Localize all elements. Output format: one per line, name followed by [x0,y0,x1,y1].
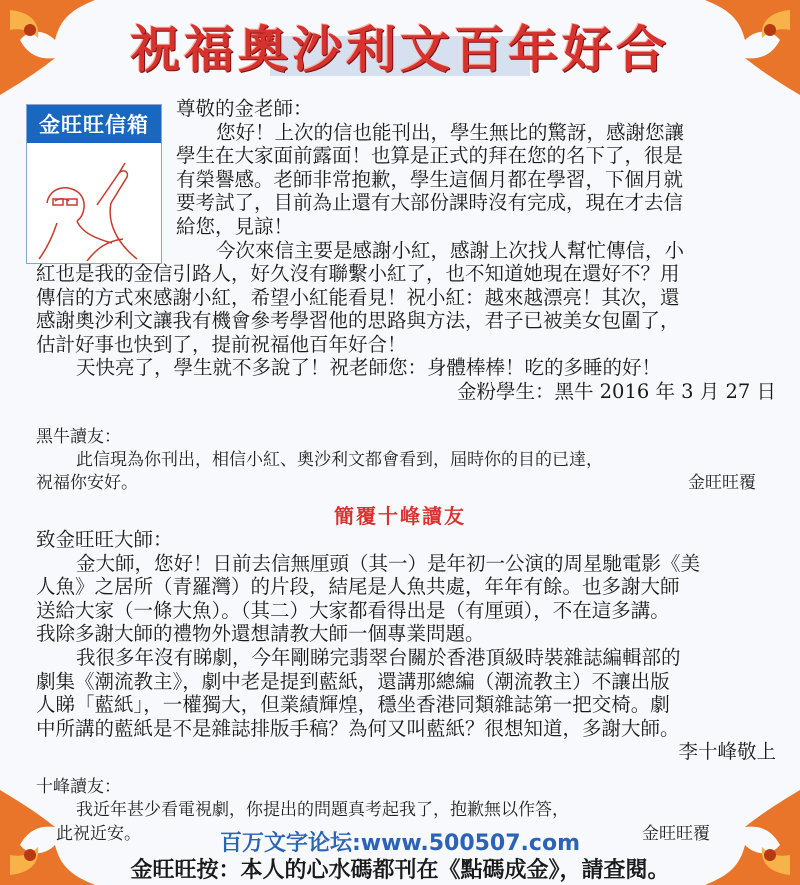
letter1-p2-line: 估計好事也快到了，提前祝福他百年好合！ [36,332,407,356]
letter2-p2-line: 我很多年沒有睇劇，今年剛睇完翡翠台關於香港頂級時裝雜誌編輯部的 [76,645,681,669]
letter1-p3: 天快亮了，學生就不多說了！祝老師您：身體棒棒！吃的多睡的好！ [76,356,662,380]
letter2-signature: 李十峰敬上 [678,740,776,764]
letter1-p1-line: 學生在大家面前露面！也算是正式的拜在您的名下了，很是 [176,144,684,168]
reply2 [36,776,776,822]
reply1-signature: 金旺旺覆 [688,473,756,493]
reply1-line: 此信現為你刊出，相信小紅、奧沙利文都會看到，屆時你的目的已達， [76,450,603,470]
letter2-salutation: 致金旺旺大師： [36,528,173,551]
letter1-p1-line: 您好！上次的信也能刊出，學生無比的驚訝，感謝您讓 [216,120,685,144]
letter1-signature: 金粉學生：黑牛 2016 年 3 月 27 日 [456,379,776,403]
reply2-signature: 金旺旺覆 [642,824,710,844]
letter1-p1-line: 要考試了，目前為止還有大部份課時沒有完成，現在才去信 [176,191,684,215]
footer-note: 金旺旺按：本人的心水碼都刊在《點碼成金》，請查閱。 [130,857,670,883]
letter1-p2-line: 今次來信主要是感謝小紅，感謝上次找人幫忙傳信，小 [216,238,685,262]
reply1-salutation: 黑牛讀友： [36,427,121,447]
letter2-p1-line: 金大師，您好！日前去信無厘頭（其一）是年初一公演的周星馳電影《美 [76,551,701,575]
writer-illustration-icon [27,143,161,261]
reply1 [36,426,776,495]
letter2 [36,528,776,764]
mailbox-logo [26,104,162,264]
letter2-p2-line: 人睇「藍紙」，一權獨大，但業績輝煌，穩坐香港同類雜誌第一把交椅。劇 [36,693,670,717]
letter2-p2-line: 劇集《潮流教主》，劇中老是提到藍紙，還講那總編（潮流教主）不讓出版 [36,669,670,693]
reply2-line: 此祝近安。 [56,824,141,844]
letter2-p1-line: 人魚》之居所（青羅灣）的片段，結尾是人魚共處，年年有餘。也多謝大師 [36,575,680,599]
page-title: 祝福奧沙利文百年好合 [130,20,670,79]
title-area [0,0,800,92]
mailbox-label: 金旺旺信箱 [27,105,161,143]
reply2-line: 我近年甚少看電視劇，你提出的問題真考起我了，抱歉無以作答， [76,800,569,820]
forum-watermark: 百万文字论坛:www.500507.com [219,831,580,856]
letter1-salutation: 尊敬的金老師： [176,97,313,120]
letter1-p2-line: 紅也是我的金信引路人，好久沒有聯繫小紅了，也不知道她現在還好不？用 [36,262,680,285]
letter1-p1-line: 有榮譽感。老師非常抱歉，學生這個月都在學習，下個月就 [176,167,684,191]
reply2-salutation: 十峰讀友： [36,777,121,797]
letter2-p1-line: 我除多謝大師的禮物外還想請教大師一個專業問題。 [36,622,485,646]
letter1-p2-line: 傳信的方式來感謝小紅，希望小紅能看見！祝小紅：越來越漂亮！其次，還 [36,285,680,309]
reply1-line: 祝福你安好。 [36,473,138,493]
letter1-p1-line: 給您，見諒！ [176,214,294,238]
letter1-body [36,262,776,404]
letter1-p2-line: 感謝奧沙利文讓我有機會參考學習他的思路與方法，君子已被美女包圍了， [36,309,680,333]
section-heading: 簡覆十峰讀友 [334,504,466,528]
letter2-p2-line: 中所講的藍紙是不是雜誌排版手稿？為何又叫藍紙？很想知道，多謝大師。 [36,716,680,740]
letter2-p1-line: 送給大家（一條大魚）。（其二）大家都看得出是（有厘頭），不在這多講。 [36,598,670,622]
letter1-top [176,97,776,262]
